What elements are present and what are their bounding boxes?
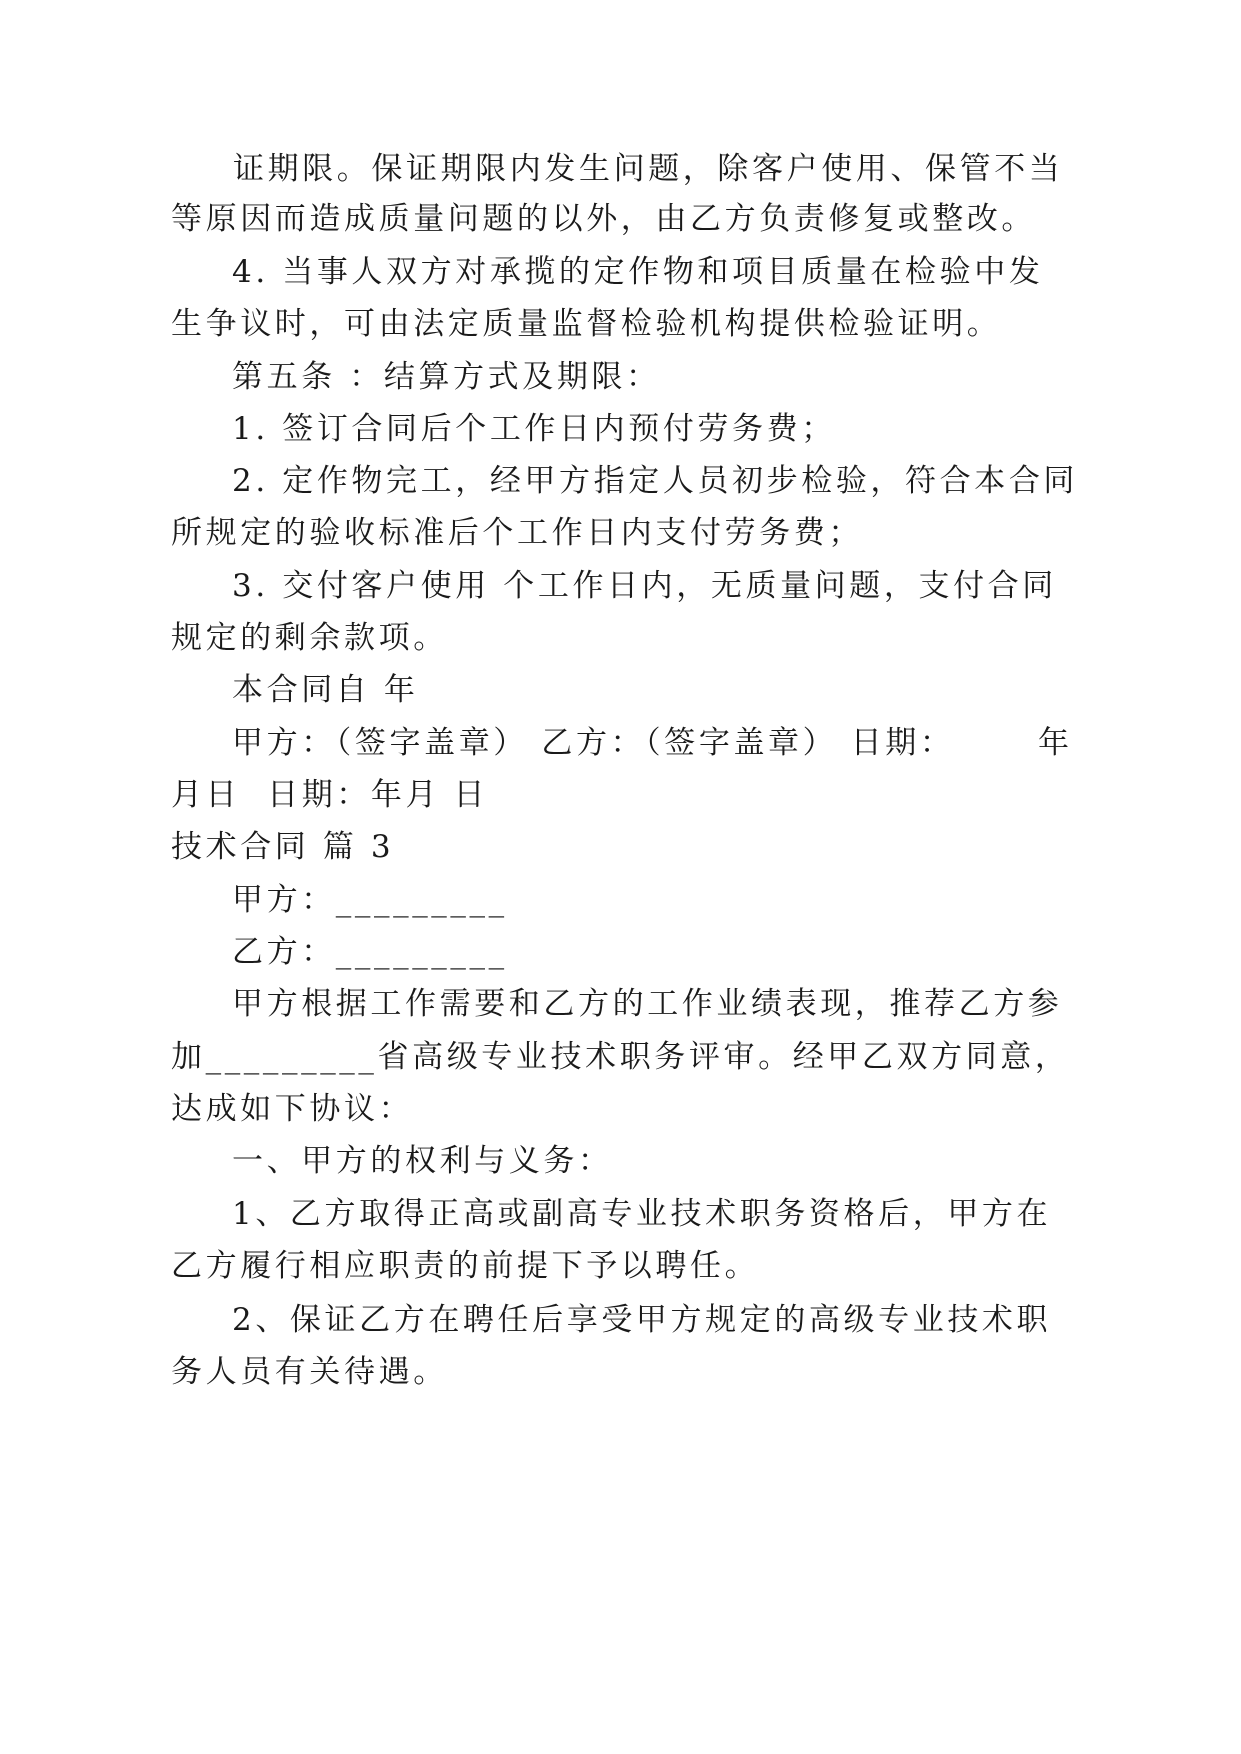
line-text: 乙方履行相应职责的前提下予以聘任。: [171, 1248, 760, 1284]
line-text: 规定的剩余款项。: [171, 620, 448, 656]
line-text: 年: [1038, 725, 1073, 761]
line-text: 3. 交付客户使用 个工作日内，无质量问题，支付合同: [232, 568, 1057, 604]
line-text: 生争议时，可由法定质量监督检验机构提供检验证明。: [171, 306, 1002, 342]
line-text: 加_________省高级专业技术职务评审。经甲乙双方同意，: [171, 1039, 1070, 1075]
text-line: [0, 1290, 1241, 1350]
section-heading: [0, 1131, 1241, 1191]
line-text: 甲方：（签字盖章） 乙方：（签字盖章） 日期：: [232, 725, 955, 761]
text-line: [0, 1079, 1241, 1139]
text-line: [0, 608, 1241, 668]
line-text: 月日 日期：年月 日: [171, 777, 489, 813]
line-text: 务人员有关待遇。: [171, 1354, 448, 1390]
line-text: 一、甲方的权利与义务：: [232, 1143, 613, 1179]
text-line: [0, 242, 1241, 302]
text-line: [0, 451, 1241, 511]
line-text: 技术合同 篇 3: [171, 829, 395, 865]
line-text: 2. 定作物完工，经甲方指定人员初步检验，符合本合同: [232, 463, 1079, 499]
line-text: 乙方：_________: [232, 934, 508, 970]
text-line: [0, 556, 1241, 616]
date-line: [0, 765, 1241, 825]
line-text: 甲方根据工作需要和乙方的工作业绩表现，推荐乙方参: [232, 986, 1063, 1022]
text-line: [0, 1184, 1241, 1244]
line-text: 所规定的验收标准后个工作日内支付劳务费；: [171, 515, 863, 551]
line-text: 本合同自 年: [232, 672, 419, 708]
signature-line: [0, 713, 1241, 773]
text-line: [0, 1342, 1241, 1402]
line-text: 达成如下协议：: [171, 1091, 414, 1127]
line-text: 1. 签订合同后个工作日内预付劳务费；: [232, 411, 836, 447]
section-heading: [0, 347, 1241, 407]
text-line: [0, 1236, 1241, 1296]
text-line: [0, 189, 1241, 249]
line-text: 甲方：_________: [232, 882, 508, 918]
text-line: [0, 503, 1241, 563]
line-text: 证期限。保证期限内发生问题，除客户使用、保管不当: [233, 151, 1064, 187]
text-line: [0, 1027, 1241, 1087]
party-a-line: [0, 870, 1241, 930]
line-text: 4. 当事人双方对承揽的定作物和项目质量在检验中发: [232, 254, 1044, 290]
text-line: [0, 294, 1241, 354]
text-line: [0, 974, 1241, 1034]
line-text: 等原因而造成质量问题的以外，由乙方负责修复或整改。: [171, 201, 1036, 237]
party-b-line: [0, 922, 1241, 982]
text-line: [0, 660, 1241, 720]
line-text: 1、乙方取得正高或副高专业技术职务资格后，甲方在: [232, 1196, 1052, 1232]
line-text: 2、保证乙方在聘任后享受甲方规定的高级专业技术职: [232, 1302, 1052, 1338]
line-text: 第五条 ：结算方式及期限：: [232, 359, 661, 395]
text-line: [0, 399, 1241, 459]
document-title: [0, 817, 1241, 877]
